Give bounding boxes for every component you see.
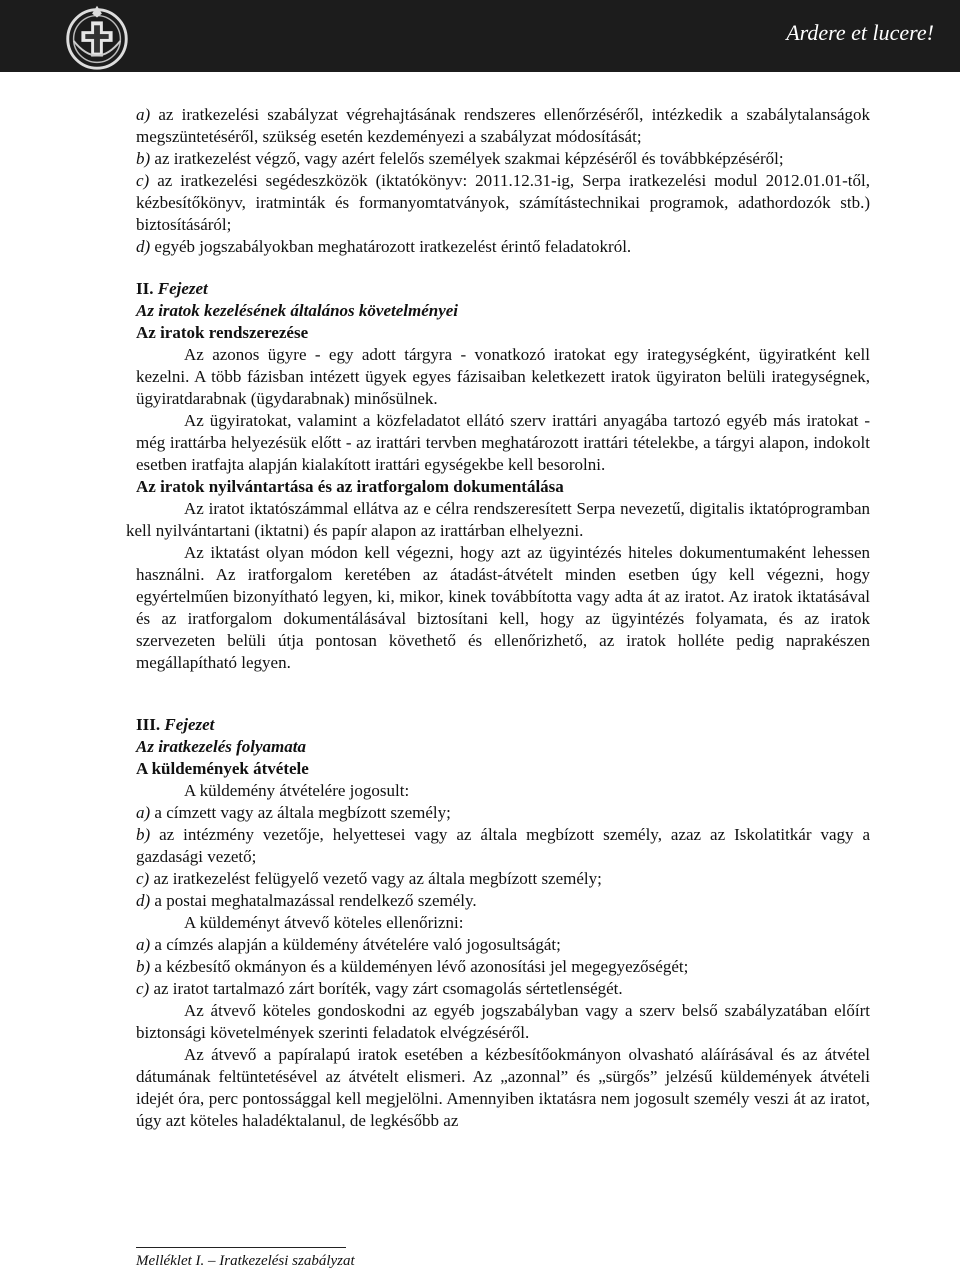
list-item: [136, 802, 870, 824]
list-item: [136, 824, 870, 868]
item-text: a kézbesítő okmányon és a küldeményen lévő azonosítási jel megegyezőségét;: [150, 957, 689, 976]
header-band: [0, 0, 960, 72]
item-marker: c): [136, 979, 150, 998]
item-text: a címzés alapján a küldemény átvételére való jogosultságát;: [150, 935, 561, 954]
item-marker: d): [136, 891, 151, 910]
item-text: az iratkezelési segédeszközök (iktatókönyv: 2011.12.31-ig, Serpa iratkezelési modul 2012.01.01-től, kézbesítőkönyv, iratminták és formanyomtatványok, számítástechnikai programok, adathordozók stb.) biztosításáról;: [136, 171, 870, 234]
item-marker: b): [136, 825, 151, 844]
item-text: az iratkezelést végző, vagy azért felelős személyek szakmai képzéséről és továbbképzéséről;: [150, 149, 784, 168]
footer-rule: [136, 1247, 346, 1248]
chapter-title: Az iratok kezelésének általános követelményei: [136, 301, 459, 320]
paragraph: Az átvevő a papíralapú iratok esetében a kézbesítőokmányon olvasható aláírásával és az átvétel dátumának feltüntetésével az átvételt elismeri. Az „azonnal” és „sürgős” jelzésű küldemények átvételi idejét óra, perc pontossággal kell megjelölni. Amennyiben iktatásra nem jogosult személy veszi át az iratot, úgy azt köteles haladéktalanul, de legkésőbb az: [136, 1045, 870, 1130]
subheading: Az iratok rendszerezése: [136, 323, 309, 342]
chapter-number: II.: [136, 279, 154, 298]
chapter-number: III.: [136, 715, 161, 734]
list-item: [136, 978, 870, 1000]
list-item-b: [136, 148, 870, 170]
item-text: az iratkezelést felügyelő vezető vagy az általa megbízott személy;: [149, 869, 602, 888]
item-marker: a): [136, 105, 151, 124]
list-item: [136, 890, 870, 912]
item-text: az iratkezelési szabályzat végrehajtásának rendszeres ellenőrzéséről, intézkedik a szabálytalanságok megszüntetéséről, szükség esetén kezdeményezi a szabályzat módosítását;: [136, 105, 870, 146]
list-item: [136, 956, 870, 978]
item-text: a címzett vagy az általa megbízott személy;: [150, 803, 451, 822]
item-marker: c): [136, 171, 150, 190]
chapter-title: Az iratkezelés folyamata: [136, 737, 306, 756]
list-item: [136, 934, 870, 956]
motto: Ardere et lucere!: [786, 20, 934, 45]
chapter-label: Fejezet: [153, 279, 208, 298]
list-item: [136, 868, 870, 890]
subheading: Az iratok nyilvántartása és az iratforgalom dokumentálása: [136, 477, 564, 496]
paragraph: Az azonos ügyre - egy adott tárgyra - vonatkozó iratokat egy irategységként, ügyiratként kell kezelni. A több fázisban intézett ügyek egyes fázisaiban keletkezett iratok ügyiraton belüli irategységnek, ügyiratdarabnak (ügydarabnak) minősülnek.: [136, 345, 870, 408]
school-crest-icon: [58, 0, 136, 76]
paragraph: Az iratot iktatószámmal ellátva az e célra rendszeresített Serpa nevezetű, digitalis iktatóprogramban kell nyilvántartani (iktatni) és papír alapon az irattárban elhelyezni.: [126, 499, 870, 540]
list-intro: A küldemény átvételére jogosult:: [184, 781, 410, 800]
chapter-heading: [136, 278, 870, 300]
chapter-label: Fejezet: [160, 715, 215, 734]
item-marker: a): [136, 803, 151, 822]
subheading: A küldemények átvétele: [136, 759, 309, 778]
item-text: a postai meghatalmazással rendelkező személy.: [150, 891, 477, 910]
paragraph: Az ügyiratokat, valamint a közfeladatot ellátó szerv irattári anyagába tartozó egyéb más iratokat - még irattárba helyezésük előtt - az irattári tervben meghatározott irattári tételekbe, a tárgyi alapon, indokolt esetben iratfajta alapján kialakított irattári egységekbe kell besorolni.: [136, 411, 870, 474]
document-body: [126, 104, 870, 1132]
list-item-c: [136, 170, 870, 236]
item-marker: a): [136, 935, 151, 954]
page-footer: Melléklet I. – Iratkezelési szabályzat: [136, 1253, 355, 1269]
paragraph: Az átvevő köteles gondoskodni az egyéb jogszabályban vagy a szerv belső szabályzatában előírt biztonsági követelmények szerinti feladatok elvégzéséről.: [136, 1001, 870, 1042]
item-marker: c): [136, 869, 150, 888]
item-marker: d): [136, 237, 151, 256]
item-marker: b): [136, 957, 151, 976]
chapter-heading: [136, 714, 870, 736]
list-item-d: [136, 236, 870, 258]
list-intro: A küldeményt átvevő köteles ellenőrizni:: [184, 913, 464, 932]
item-marker: b): [136, 149, 151, 168]
item-text: egyéb jogszabályokban meghatározott iratkezelést érintő feladatokról.: [150, 237, 632, 256]
item-text: az intézmény vezetője, helyettesei vagy az általa megbízott személy, azaz az Iskolatitkár vagy a gazdasági vezető;: [136, 825, 870, 866]
item-text: az iratot tartalmazó zárt boríték, vagy zárt csomagolás sértetlenségét.: [149, 979, 623, 998]
list-item-a: [136, 104, 870, 148]
paragraph: Az iktatást olyan módon kell végezni, hogy azt az ügyintézés hiteles dokumentumaként lehessen használni. Az iratforgalom keretében az átadást-átvételt minden esetben úgy kell végezni, hogy egyértelműen bizonyítható legyen, ki, mikor, kinek továbbította vagy adta át az iratot. Az iratok iktatásával és az iratforgalom dokumentálásával biztosítani kell, hogy az ügyintézés folyamata, és az iratok szervezeten belüli útja pontosan követhető és ellenőrizhető, az iratok holléte pedig naprakészen megállapítható legyen.: [136, 543, 870, 672]
